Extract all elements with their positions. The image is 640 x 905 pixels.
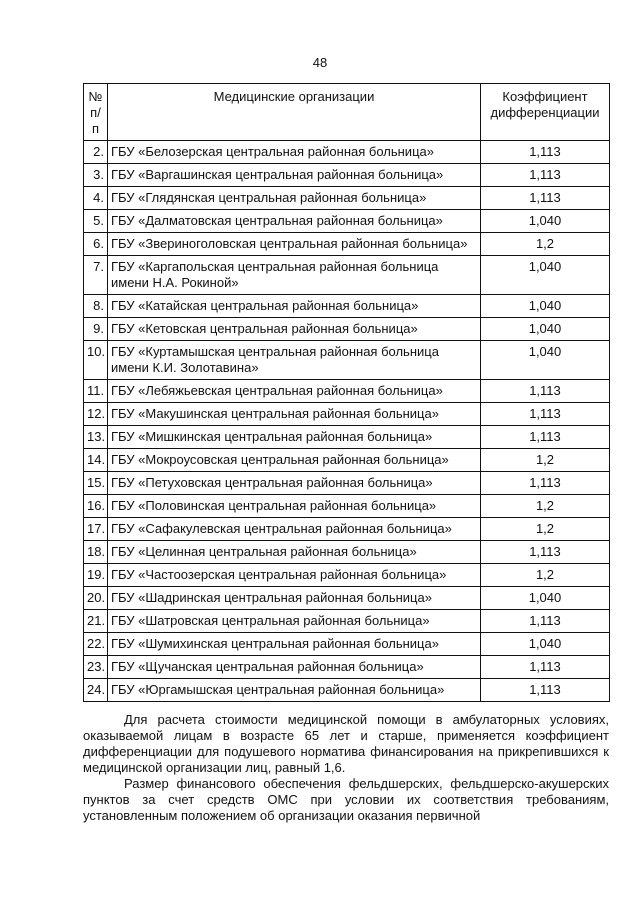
coefficient-value: 1,113 <box>481 141 610 164</box>
organization-name: ГБУ «Половинская центральная районная больница» <box>108 495 481 518</box>
table-row <box>84 587 610 610</box>
organization-name: ГБУ «Петуховская центральная районная больница» <box>108 472 481 495</box>
organization-name: ГБУ «Кетовская центральная районная больница» <box>108 318 481 341</box>
row-number: 17. <box>84 518 108 541</box>
row-number: 18. <box>84 541 108 564</box>
row-number: 22. <box>84 633 108 656</box>
paragraph: Для расчета стоимости медицинской помощи в амбулаторных условиях, оказываемой лицам в возрасте 65 лет и старше, применяется коэффициент дифференциации для подушевого норматива финансирования на прикрепившихся к медицинской организации лиц, равный 1,6. <box>83 712 609 775</box>
table-header-row <box>84 84 610 141</box>
coefficient-value: 1,113 <box>481 403 610 426</box>
coefficient-value: 1,040 <box>481 341 610 380</box>
organization-name: ГБУ «Целинная центральная районная больница» <box>108 541 481 564</box>
coefficient-value: 1,2 <box>481 495 610 518</box>
table-row <box>84 256 610 295</box>
organization-name: ГБУ «Шадринская центральная районная больница» <box>108 587 481 610</box>
row-number: 3. <box>84 164 108 187</box>
coefficient-value: 1,2 <box>481 449 610 472</box>
table-row <box>84 164 610 187</box>
coefficient-value: 1,113 <box>481 541 610 564</box>
table-row <box>84 656 610 679</box>
table-row <box>84 187 610 210</box>
table-row <box>84 633 610 656</box>
row-number: 24. <box>84 679 108 702</box>
organization-name: ГБУ «Мокроусовская центральная районная больница» <box>108 449 481 472</box>
coefficient-value: 1,040 <box>481 633 610 656</box>
coefficient-value: 1,040 <box>481 318 610 341</box>
organization-name: ГБУ «Белозерская центральная районная больница» <box>108 141 481 164</box>
table-row <box>84 341 610 380</box>
coefficient-value: 1,113 <box>481 679 610 702</box>
row-number: 4. <box>84 187 108 210</box>
organization-name: ГБУ «Куртамышская центральная районная больница имени К.И. Золотавина» <box>108 341 481 380</box>
coefficient-value: 1,113 <box>481 380 610 403</box>
row-number: 15. <box>84 472 108 495</box>
organization-name: ГБУ «Далматовская центральная районная больница» <box>108 210 481 233</box>
table-row <box>84 210 610 233</box>
coefficient-value: 1,040 <box>481 210 610 233</box>
organization-name: ГБУ «Щучанская центральная районная больница» <box>108 656 481 679</box>
row-number: 20. <box>84 587 108 610</box>
row-number: 23. <box>84 656 108 679</box>
coefficient-value: 1,2 <box>481 233 610 256</box>
header-coefficient: Коэффициент дифференциации <box>481 84 610 141</box>
row-number: 6. <box>84 233 108 256</box>
coefficient-value: 1,113 <box>481 426 610 449</box>
organization-name: ГБУ «Макушинская центральная районная больница» <box>108 403 481 426</box>
row-number: 9. <box>84 318 108 341</box>
table-row <box>84 403 610 426</box>
table-row <box>84 518 610 541</box>
coefficient-value: 1,2 <box>481 518 610 541</box>
organization-name: ГБУ «Шумихинская центральная районная больница» <box>108 633 481 656</box>
coefficient-table <box>83 83 610 702</box>
table-row <box>84 495 610 518</box>
table-row <box>84 318 610 341</box>
coefficient-value: 1,040 <box>481 256 610 295</box>
organization-name: ГБУ «Глядянская центральная районная больница» <box>108 187 481 210</box>
table-row <box>84 564 610 587</box>
organization-name: ГБУ «Звериноголовская центральная районная больница» <box>108 233 481 256</box>
organization-name: ГБУ «Шатровская центральная районная больница» <box>108 610 481 633</box>
coefficient-value: 1,2 <box>481 564 610 587</box>
table-row <box>84 541 610 564</box>
table-row <box>84 426 610 449</box>
organization-name: ГБУ «Лебяжьевская центральная районная больница» <box>108 380 481 403</box>
body-text <box>83 712 609 824</box>
row-number: 19. <box>84 564 108 587</box>
paragraph: Размер финансового обеспечения фельдшерских, фельдшерско-акушерских пунктов за счет средств ОМС при условии их соответствия требованиям, установленным положением об организации оказания первичной <box>83 776 609 823</box>
table-row <box>84 380 610 403</box>
organization-name: ГБУ «Катайская центральная районная больница» <box>108 295 481 318</box>
coefficient-value: 1,113 <box>481 187 610 210</box>
page-number: 48 <box>312 55 328 70</box>
header-organizations: Медицинские организации <box>108 84 481 141</box>
coefficient-value: 1,113 <box>481 610 610 633</box>
organization-name: ГБУ «Сафакулевская центральная районная больница» <box>108 518 481 541</box>
row-number: 2. <box>84 141 108 164</box>
row-number: 7. <box>84 256 108 295</box>
table-row <box>84 233 610 256</box>
coefficient-value: 1,113 <box>481 164 610 187</box>
organization-name: ГБУ «Варгашинская центральная районная больница» <box>108 164 481 187</box>
coefficient-value: 1,040 <box>481 587 610 610</box>
row-number: 11. <box>84 380 108 403</box>
row-number: 12. <box>84 403 108 426</box>
coefficient-value: 1,113 <box>481 472 610 495</box>
row-number: 16. <box>84 495 108 518</box>
table-row <box>84 610 610 633</box>
table-row <box>84 449 610 472</box>
table-row <box>84 295 610 318</box>
row-number: 13. <box>84 426 108 449</box>
organization-name: ГБУ «Мишкинская центральная районная больница» <box>108 426 481 449</box>
coefficient-value: 1,040 <box>481 295 610 318</box>
organization-name: ГБУ «Каргапольская центральная районная больница имени Н.А. Рокиной» <box>108 256 481 295</box>
coefficient-value: 1,113 <box>481 656 610 679</box>
row-number: 14. <box>84 449 108 472</box>
table-body <box>84 141 610 702</box>
row-number: 8. <box>84 295 108 318</box>
organization-name: ГБУ «Юргамышская центральная районная больница» <box>108 679 481 702</box>
header-num: № п/п <box>84 84 108 141</box>
row-number: 5. <box>84 210 108 233</box>
row-number: 10. <box>84 341 108 380</box>
table-row <box>84 679 610 702</box>
table-row <box>84 141 610 164</box>
table-row <box>84 472 610 495</box>
organization-name: ГБУ «Частоозерская центральная районная больница» <box>108 564 481 587</box>
row-number: 21. <box>84 610 108 633</box>
